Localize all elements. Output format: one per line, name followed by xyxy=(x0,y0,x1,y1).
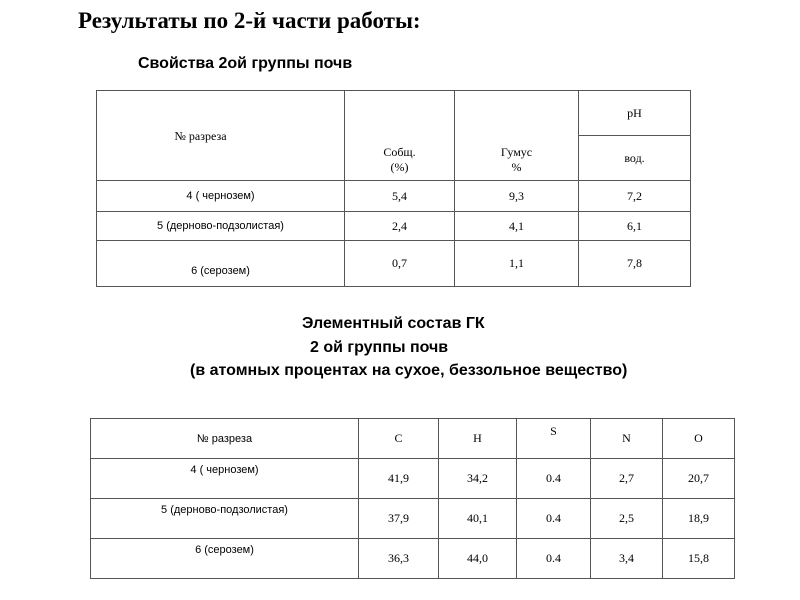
row-oxygen: 15,8 xyxy=(663,539,735,579)
row-name: 4 ( чернозем) xyxy=(91,459,359,499)
table-header-row xyxy=(91,419,735,459)
row-humus: 9,3 xyxy=(455,181,579,212)
row-hydrogen: 40,1 xyxy=(439,499,517,539)
header-hydrogen: H xyxy=(439,419,517,459)
row-c-total: 5,4 xyxy=(345,181,455,212)
row-ph: 7,8 xyxy=(579,241,691,287)
row-name-label: 6 (серозем) xyxy=(191,265,250,277)
row-hydrogen: 34,2 xyxy=(439,459,517,499)
table-row xyxy=(97,212,691,241)
table2-caption-line2: 2 ой группы почв xyxy=(310,339,449,356)
header-ph-water: вод. xyxy=(579,136,691,181)
soil-properties-table xyxy=(96,90,691,287)
row-c-total: 0,7 xyxy=(345,241,455,287)
header-ph: pH xyxy=(579,91,691,136)
row-ph: 7,2 xyxy=(579,181,691,212)
row-name: 4 ( чернозем) xyxy=(97,181,345,212)
row-oxygen: 18,9 xyxy=(663,499,735,539)
row-name: 5 (дерново-подзолистая) xyxy=(91,499,359,539)
row-name: 6 (серозем) xyxy=(91,539,359,579)
row-oxygen: 20,7 xyxy=(663,459,735,499)
row-c-total: 2,4 xyxy=(345,212,455,241)
row-carbon: 41,9 xyxy=(359,459,439,499)
humic-acid-composition-table xyxy=(90,418,735,579)
header-oxygen: O xyxy=(663,419,735,459)
table2-caption-line3: (в атомных процентах на сухое, беззольное вещество) xyxy=(190,362,628,379)
row-sulfur: 0.4 xyxy=(517,499,591,539)
row-carbon: 36,3 xyxy=(359,539,439,579)
row-sulfur: 0.4 xyxy=(517,459,591,499)
header-humus-unit: % xyxy=(511,160,522,174)
header-section: № разреза xyxy=(91,419,359,459)
row-nitrogen: 3,4 xyxy=(591,539,663,579)
table-row xyxy=(97,241,691,287)
row-sulfur: 0.4 xyxy=(517,539,591,579)
row-hydrogen: 44,0 xyxy=(439,539,517,579)
header-c-total xyxy=(345,91,455,181)
header-section xyxy=(97,91,345,181)
row-nitrogen: 2,7 xyxy=(591,459,663,499)
row-ph: 6,1 xyxy=(579,212,691,241)
table1-caption: Свойства 2ой группы почв xyxy=(138,55,353,72)
table-row xyxy=(97,181,691,212)
header-carbon: C xyxy=(359,419,439,459)
table-row xyxy=(91,499,735,539)
row-name: 5 (дерново-подзолистая) xyxy=(97,212,345,241)
header-humus xyxy=(455,91,579,181)
row-carbon: 37,9 xyxy=(359,499,439,539)
table-row xyxy=(91,539,735,579)
header-sulfur: S xyxy=(517,419,591,459)
header-humus-label: Гумус xyxy=(500,145,533,159)
header-nitrogen: N xyxy=(591,419,663,459)
table2-caption-line1: Элементный состав ГК xyxy=(302,315,485,332)
row-nitrogen: 2,5 xyxy=(591,499,663,539)
header-c-total-label: Собщ. xyxy=(383,145,416,159)
row-humus: 1,1 xyxy=(455,241,579,287)
row-humus: 4,1 xyxy=(455,212,579,241)
row-name xyxy=(97,241,345,287)
header-c-total-unit: (%) xyxy=(390,160,409,174)
header-section-label: № разреза xyxy=(174,129,227,143)
table-row xyxy=(91,459,735,499)
page-title: Результаты по 2-й части работы: xyxy=(78,8,421,33)
